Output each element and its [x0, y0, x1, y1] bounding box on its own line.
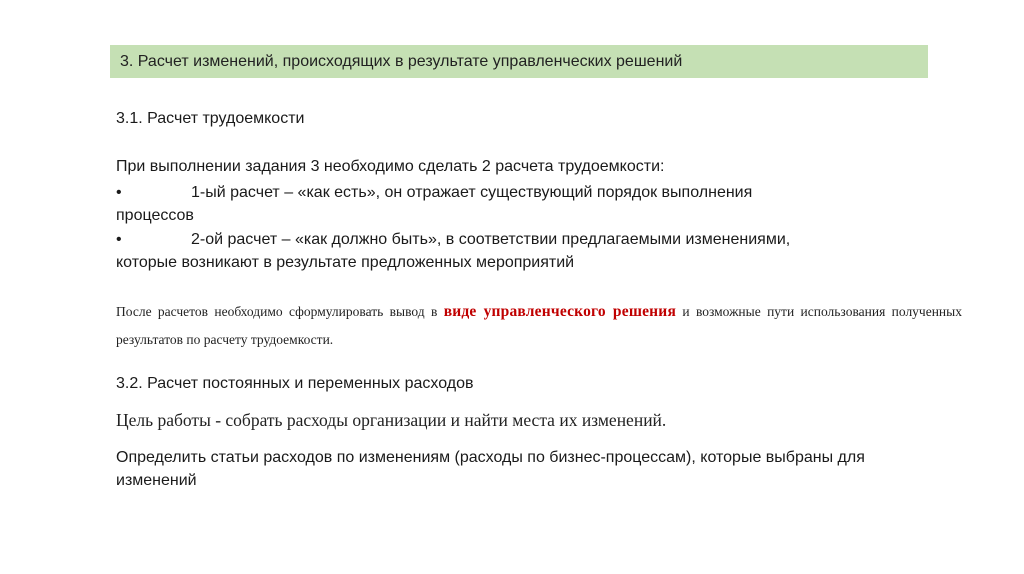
bullet-item-as-is: [116, 181, 906, 227]
intro-text: При выполнении задания 3 необходимо сделать 2 расчета трудоемкости:: [116, 158, 665, 175]
section-heading-labor-intensity: 3.1. Расчет трудоемкости: [116, 110, 305, 127]
bullet-text-continuation: процессов: [116, 207, 194, 224]
slide-title: 3. Расчет изменений, происходящих в результате управленческих решений: [120, 52, 683, 70]
management-decision-highlight: виде управленческого решения: [443, 303, 677, 320]
bullet-item-to-be: [116, 228, 906, 274]
bullet-marker: •: [116, 184, 122, 201]
bullet-marker: •: [116, 231, 122, 248]
bullet-text: 2-ой расчет – «как должно быть», в соответствии предлагаемыми изменениями,: [191, 231, 791, 248]
bullet-text: 1-ый расчет – «как есть», он отражает существующий порядок выполнения: [191, 184, 753, 201]
goal-text: Цель работы - собрать расходы организации и найти места их изменений.: [116, 410, 667, 430]
section-heading-costs: 3.2. Расчет постоянных и переменных расходов: [116, 375, 474, 392]
bullet-text-continuation: которые возникают в результате предложенных мероприятий: [116, 254, 575, 271]
slide-title-banner: [110, 45, 928, 78]
conclusion-paragraph: [116, 298, 962, 354]
conclusion-text-start: После расчетов необходимо сформулировать вывод в: [116, 304, 444, 319]
define-expenses-text: Определить статьи расходов по изменениям (расходы по бизнес-процессам), которые выбраны для изменений: [116, 449, 865, 489]
conclusion-text-end: и возможные пути использования полученных результатов по расчету трудоемкости.: [116, 304, 962, 347]
